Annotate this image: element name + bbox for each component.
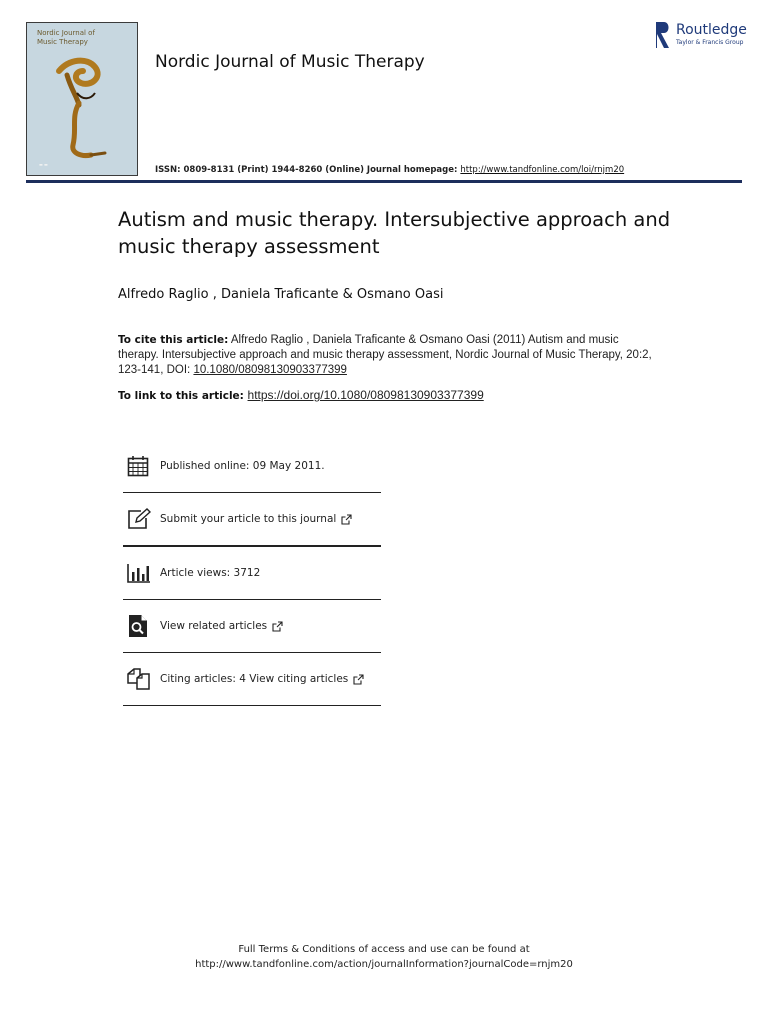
external-link-icon xyxy=(272,621,283,632)
citation-doi-link[interactable]: 10.1080/08098130903377399 xyxy=(193,364,347,376)
publisher-group: Taylor & Francis Group xyxy=(676,39,744,46)
published-online-text: Published online: 09 May 2011. xyxy=(160,460,325,472)
submit-article-row[interactable] xyxy=(123,493,381,545)
article-title: Autism and music therapy. Intersubjective approach and music therapy assessment xyxy=(118,208,671,258)
article-link-line xyxy=(118,388,484,402)
info-divider xyxy=(123,705,381,706)
citation-block xyxy=(118,333,658,378)
issn-line xyxy=(155,165,624,175)
bar-chart-icon xyxy=(127,560,157,586)
cover-footer-mark: ▬ ▬ xyxy=(39,162,48,167)
article-views-text: Article views: 3712 xyxy=(160,567,261,579)
calendar-icon xyxy=(127,453,157,479)
citing-articles-row[interactable] xyxy=(123,653,381,705)
related-articles-row[interactable] xyxy=(123,600,381,652)
external-link-icon xyxy=(353,674,364,685)
submit-article-link[interactable]: Submit your article to this journal xyxy=(160,513,337,525)
article-link-label: To link to this article: xyxy=(118,390,248,402)
cover-title xyxy=(37,29,127,47)
terms-footer xyxy=(0,942,768,972)
publisher-logo xyxy=(654,20,746,54)
citing-documents-icon xyxy=(127,666,157,692)
citing-articles-link[interactable]: Citing articles: 4 View citing articles xyxy=(160,673,349,685)
published-online-row xyxy=(123,440,381,492)
journal-cover-image xyxy=(26,22,138,176)
header-divider xyxy=(26,180,742,183)
cover-title-line1: Nordic Journal of xyxy=(37,29,95,37)
article-authors: Alfredo Raglio , Daniela Traficante & Osmano Oasi xyxy=(118,287,444,302)
article-info-list xyxy=(123,440,381,706)
related-articles-link[interactable]: View related articles xyxy=(160,620,268,632)
article-doi-url-link[interactable]: https://doi.org/10.1080/08098130903377399 xyxy=(247,388,484,402)
citation-label: To cite this article: xyxy=(118,334,229,346)
edit-icon xyxy=(127,506,157,532)
journal-homepage-link[interactable]: http://www.tandfonline.com/loi/rnjm20 xyxy=(460,165,625,175)
issn-text: ISSN: 0809-8131 (Print) 1944-8260 (Online) Journal homepage: xyxy=(155,165,461,175)
publisher-name: Routledge xyxy=(676,22,747,38)
cover-title-line2: Music Therapy xyxy=(37,38,88,46)
routledge-r-icon xyxy=(654,20,672,50)
document-search-icon xyxy=(127,613,157,639)
terms-footer-line1: Full Terms & Conditions of access and use can be found at xyxy=(238,944,530,955)
cover-figure-illustration xyxy=(47,53,117,163)
external-link-icon xyxy=(341,514,352,525)
article-views-row xyxy=(123,547,381,599)
citation-text: Alfredo Raglio , Daniela Traficante & Osmano Oasi (2011) Autism and music therapy. Intersubjective approach and music therapy assessment, Nordic Journal of Music Therapy, 20:2, 123-141, DOI: xyxy=(118,334,652,376)
terms-footer-url: http://www.tandfonline.com/action/journalInformation?journalCode=rnjm20 xyxy=(195,959,573,970)
journal-title: Nordic Journal of Music Therapy xyxy=(155,52,425,72)
